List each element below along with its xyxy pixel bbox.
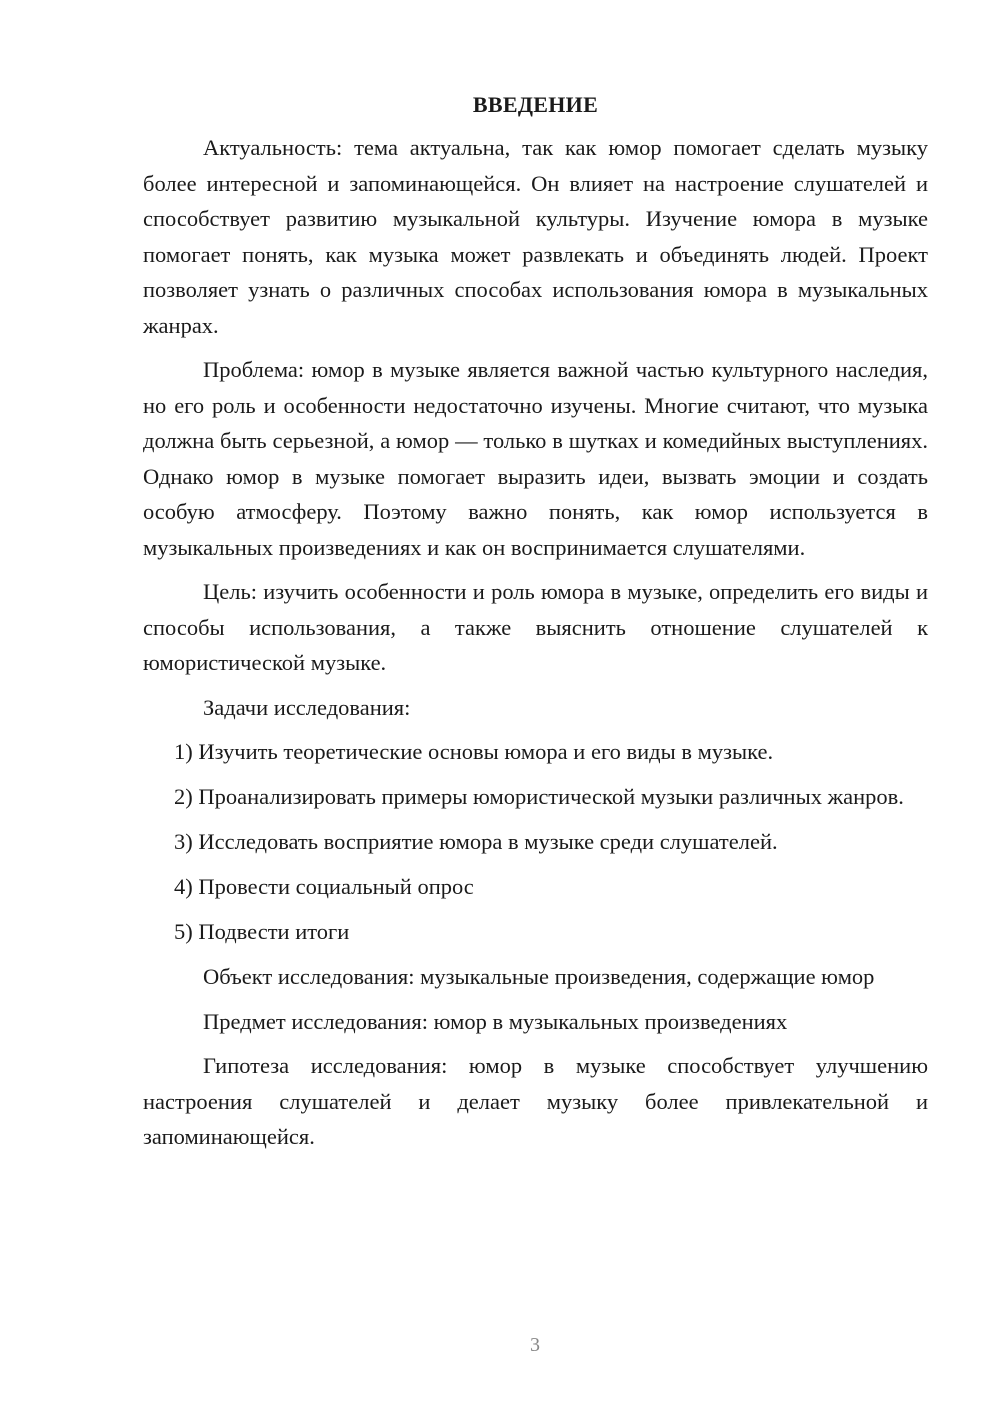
- goal-paragraph: Цель: изучить особенности и роль юмора в музыке, определить его виды и способы использования, а также выяснить отношение слушателей к юмористической музыке.: [143, 579, 928, 675]
- hypothesis-paragraph: Гипотеза исследования: юмор в музыке способствует улучшению настроения слушателей и делает музыку более привлекательной и запоминающейся.: [143, 1053, 928, 1149]
- relevance-paragraph: Актуальность: тема актуальна, так как юмор помогает сделать музыку более интересной и запоминающейся. Он влияет на настроение слушателей и способствует развитию музыкальной культуры. Изучение юмора в музыке помогает понять, как музыка может развлекать и объединять людей. Проект позволяет узнать о различных способах использования юмора в музыкальных жанрах.: [143, 135, 928, 338]
- page-title: ВВЕДЕНИЕ: [472, 92, 599, 117]
- subject-paragraph: Предмет исследования: юмор в музыкальных произведениях: [203, 1008, 788, 1034]
- problem-paragraph: Проблема: юмор в музыке является важной частью культурного наследия, но его роль и особенности недостаточно изучены. Многие считают, что музыка должна быть серьезной, а юмор — только в шутках и комедийных выступлениях. Однако юмор в музыке помогает выразить идеи, вызвать эмоции и создать особую атмосферу. Поэтому важно понять, как юмор используется в музыкальных произведениях и как он воспринимается слушателями.: [143, 357, 928, 560]
- task-item-2: 2) Проанализировать примеры юмористической музыки различных жанров.: [174, 784, 904, 809]
- document-page: [143, 90, 928, 1164]
- task-item-1: 1) Изучить теоретические основы юмора и его виды в музыке.: [174, 739, 774, 764]
- page-number: 3: [530, 1334, 540, 1356]
- task-item-3: 3) Исследовать восприятие юмора в музыке среди слушателей.: [174, 829, 778, 854]
- task-item-5: 5) Подвести итоги: [174, 919, 350, 944]
- tasks-title: Задачи исследования:: [203, 694, 411, 720]
- object-paragraph: Объект исследования: музыкальные произведения, содержащие юмор: [203, 964, 875, 989]
- task-item-4: 4) Провести социальный опрос: [174, 874, 474, 899]
